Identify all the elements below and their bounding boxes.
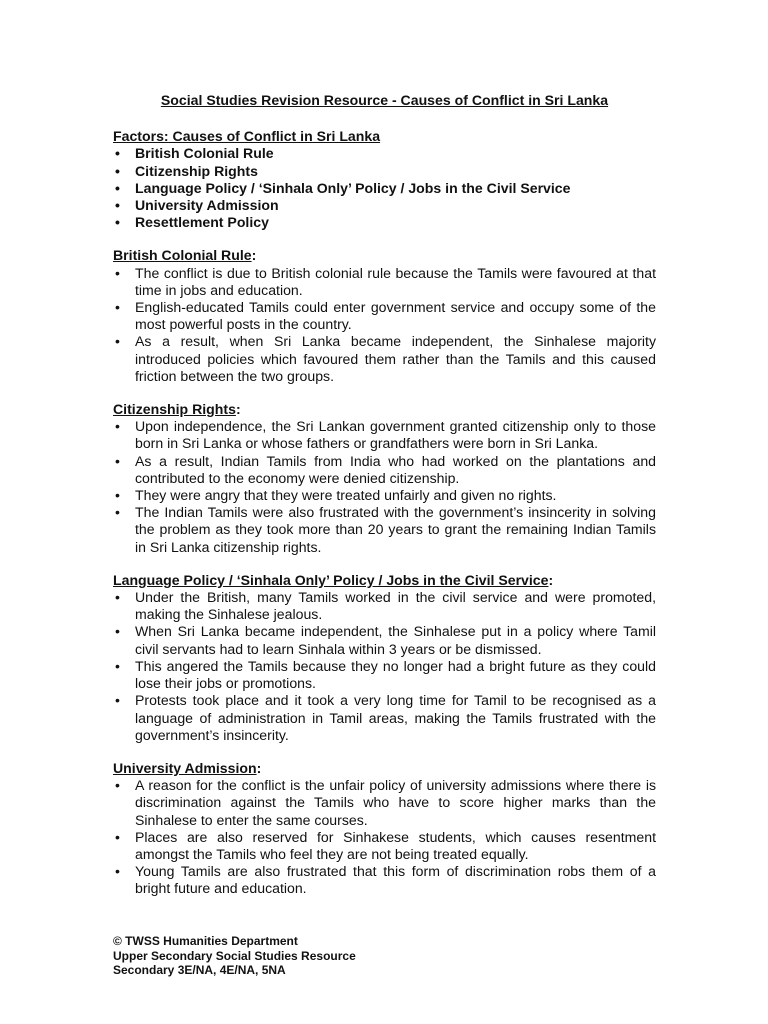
factors-heading (113, 128, 656, 145)
factor-item (113, 145, 656, 162)
factor-text: Resettlement Policy (135, 214, 269, 231)
point-item (113, 299, 656, 333)
point-text: A reason for the conflict is the unfair policy of university admissions where there is discrimination against the Tamils who have to score higher marks than the Sinhalese to enter the same courses. (135, 777, 656, 828)
point-item (113, 333, 656, 385)
footer-line: © TWSS Humanities Department (113, 934, 298, 948)
document-body (113, 92, 656, 898)
bullet-icon: • (115, 145, 120, 162)
bullet-icon: • (115, 333, 120, 350)
bullet-icon: • (115, 179, 120, 196)
factor-text: British Colonial Rule (135, 145, 274, 162)
section-heading-colon: : (235, 401, 241, 418)
section-heading-british-colonial-rule (113, 247, 656, 264)
bullet-icon: • (115, 487, 120, 504)
section-heading-citizenship-rights (113, 401, 656, 418)
bullet-icon: • (115, 692, 120, 709)
point-text: English-educated Tamils could enter government service and occupy some of the most powerful posts in the country. (135, 299, 656, 333)
section-heading-text: Citizenship Rights (113, 401, 236, 418)
factor-text: Language Policy / ‘Sinhala Only’ Policy / Jobs in the Civil Service (135, 179, 571, 196)
bullet-icon: • (115, 657, 120, 674)
point-item (113, 589, 656, 623)
point-text: They were angry that they were treated unfairly and given no rights. (135, 487, 557, 504)
point-item (113, 777, 656, 829)
spacer (113, 385, 656, 401)
point-text: Under the British, many Tamils worked in the civil service and were promoted, making the Sinhalese jealous. (135, 589, 656, 623)
bullet-icon: • (115, 452, 120, 469)
section-points-university-admission (113, 777, 656, 897)
point-text: The Indian Tamils were also frustrated with the government’s insincerity in solving the problem as they took more than 20 years to grant the remaining Indian Tamils in Sri Lanka citizenship rights. (135, 504, 656, 555)
section-points-citizenship-rights (113, 418, 656, 556)
point-item (113, 504, 656, 556)
bullet-icon: • (115, 504, 120, 521)
bullet-icon: • (115, 264, 120, 281)
point-item (113, 863, 656, 897)
factors-heading-text: Factors: Causes of Conflict in Sri Lanka (113, 128, 381, 145)
section-heading-colon: : (251, 247, 257, 264)
point-text: As a result, Indian Tamils from India who had worked on the plantations and contributed to the economy were denied citizenship. (135, 452, 656, 486)
point-item (113, 692, 656, 744)
point-text: When Sri Lanka became independent, the Sinhalese put in a policy where Tamil civil servants had to learn Sinhala within 3 years or be dismissed. (135, 623, 656, 657)
section-heading-text: University Admission (113, 759, 257, 776)
point-text: Young Tamils are also frustrated that this form of discrimination robs them of a bright future and education. (135, 863, 656, 897)
bullet-icon: • (115, 299, 120, 316)
bullet-icon: • (115, 623, 120, 640)
footer-line: Upper Secondary Social Studies Resource (113, 948, 356, 963)
factor-item (113, 163, 656, 180)
bullet-icon: • (115, 418, 120, 435)
section-heading-text: Language Policy / ‘Sinhala Only’ Policy / Jobs in the Civil Service (113, 571, 549, 588)
factor-text: University Admission (135, 197, 279, 214)
point-text: As a result, when Sri Lanka became independent, the Sinhalese majority introduced policies which favoured them rather than the Tamils and this caused friction between the two groups. (135, 333, 656, 384)
point-text: Upon independence, the Sri Lankan government granted citizenship only to those born in Sri Lanka or whose fathers or grandfathers were born in Sri Lanka. (135, 418, 656, 452)
point-item (113, 453, 656, 487)
section-heading-text: British Colonial Rule (113, 247, 252, 264)
point-item (113, 623, 656, 657)
section-heading-colon: : (256, 759, 262, 776)
document-title: Social Studies Revision Resource - Causes of Conflict in Sri Lanka (160, 92, 609, 108)
point-item (113, 418, 656, 452)
section-heading-colon: : (548, 571, 554, 588)
bullet-icon: • (115, 589, 120, 606)
factor-text: Citizenship Rights (135, 162, 258, 179)
bullet-icon: • (115, 777, 120, 794)
bullet-icon: • (115, 828, 120, 845)
point-item (113, 487, 656, 504)
point-text: The conflict is due to British colonial rule because the Tamils were favoured at that time in jobs and education. (135, 264, 656, 298)
factor-item (113, 197, 656, 214)
section-heading-university-admission (113, 760, 656, 777)
factors-list (113, 145, 656, 231)
point-text: This angered the Tamils because they no longer had a bright future as they could lose their jobs or promotions. (135, 657, 656, 692)
section-points-british-colonial-rule (113, 265, 656, 385)
spacer (113, 231, 656, 247)
factor-item (113, 214, 656, 231)
section-heading-language-policy (113, 572, 656, 589)
document-footer (113, 934, 356, 978)
point-item (113, 658, 656, 692)
point-text: Protests took place and it took a very long time for Tamil to be recognised as a language of administration in Tamil areas, making the Tamils frustrated with the government’s insincerity. (135, 692, 656, 743)
point-text: Places are also reserved for Sinhakese students, which causes resentment amongst the Tamils who feel they are not being treated equally. (135, 828, 656, 862)
spacer (113, 556, 656, 572)
bullet-icon: • (115, 162, 120, 179)
spacer (113, 744, 656, 760)
bullet-icon: • (115, 214, 120, 231)
factor-item (113, 180, 656, 197)
bullet-icon: • (115, 197, 120, 214)
point-item (113, 829, 656, 863)
point-item (113, 265, 656, 299)
bullet-icon: • (115, 863, 120, 880)
footer-line: Secondary 3E/NA, 4E/NA, 5NA (113, 963, 286, 977)
section-points-language-policy (113, 589, 656, 744)
